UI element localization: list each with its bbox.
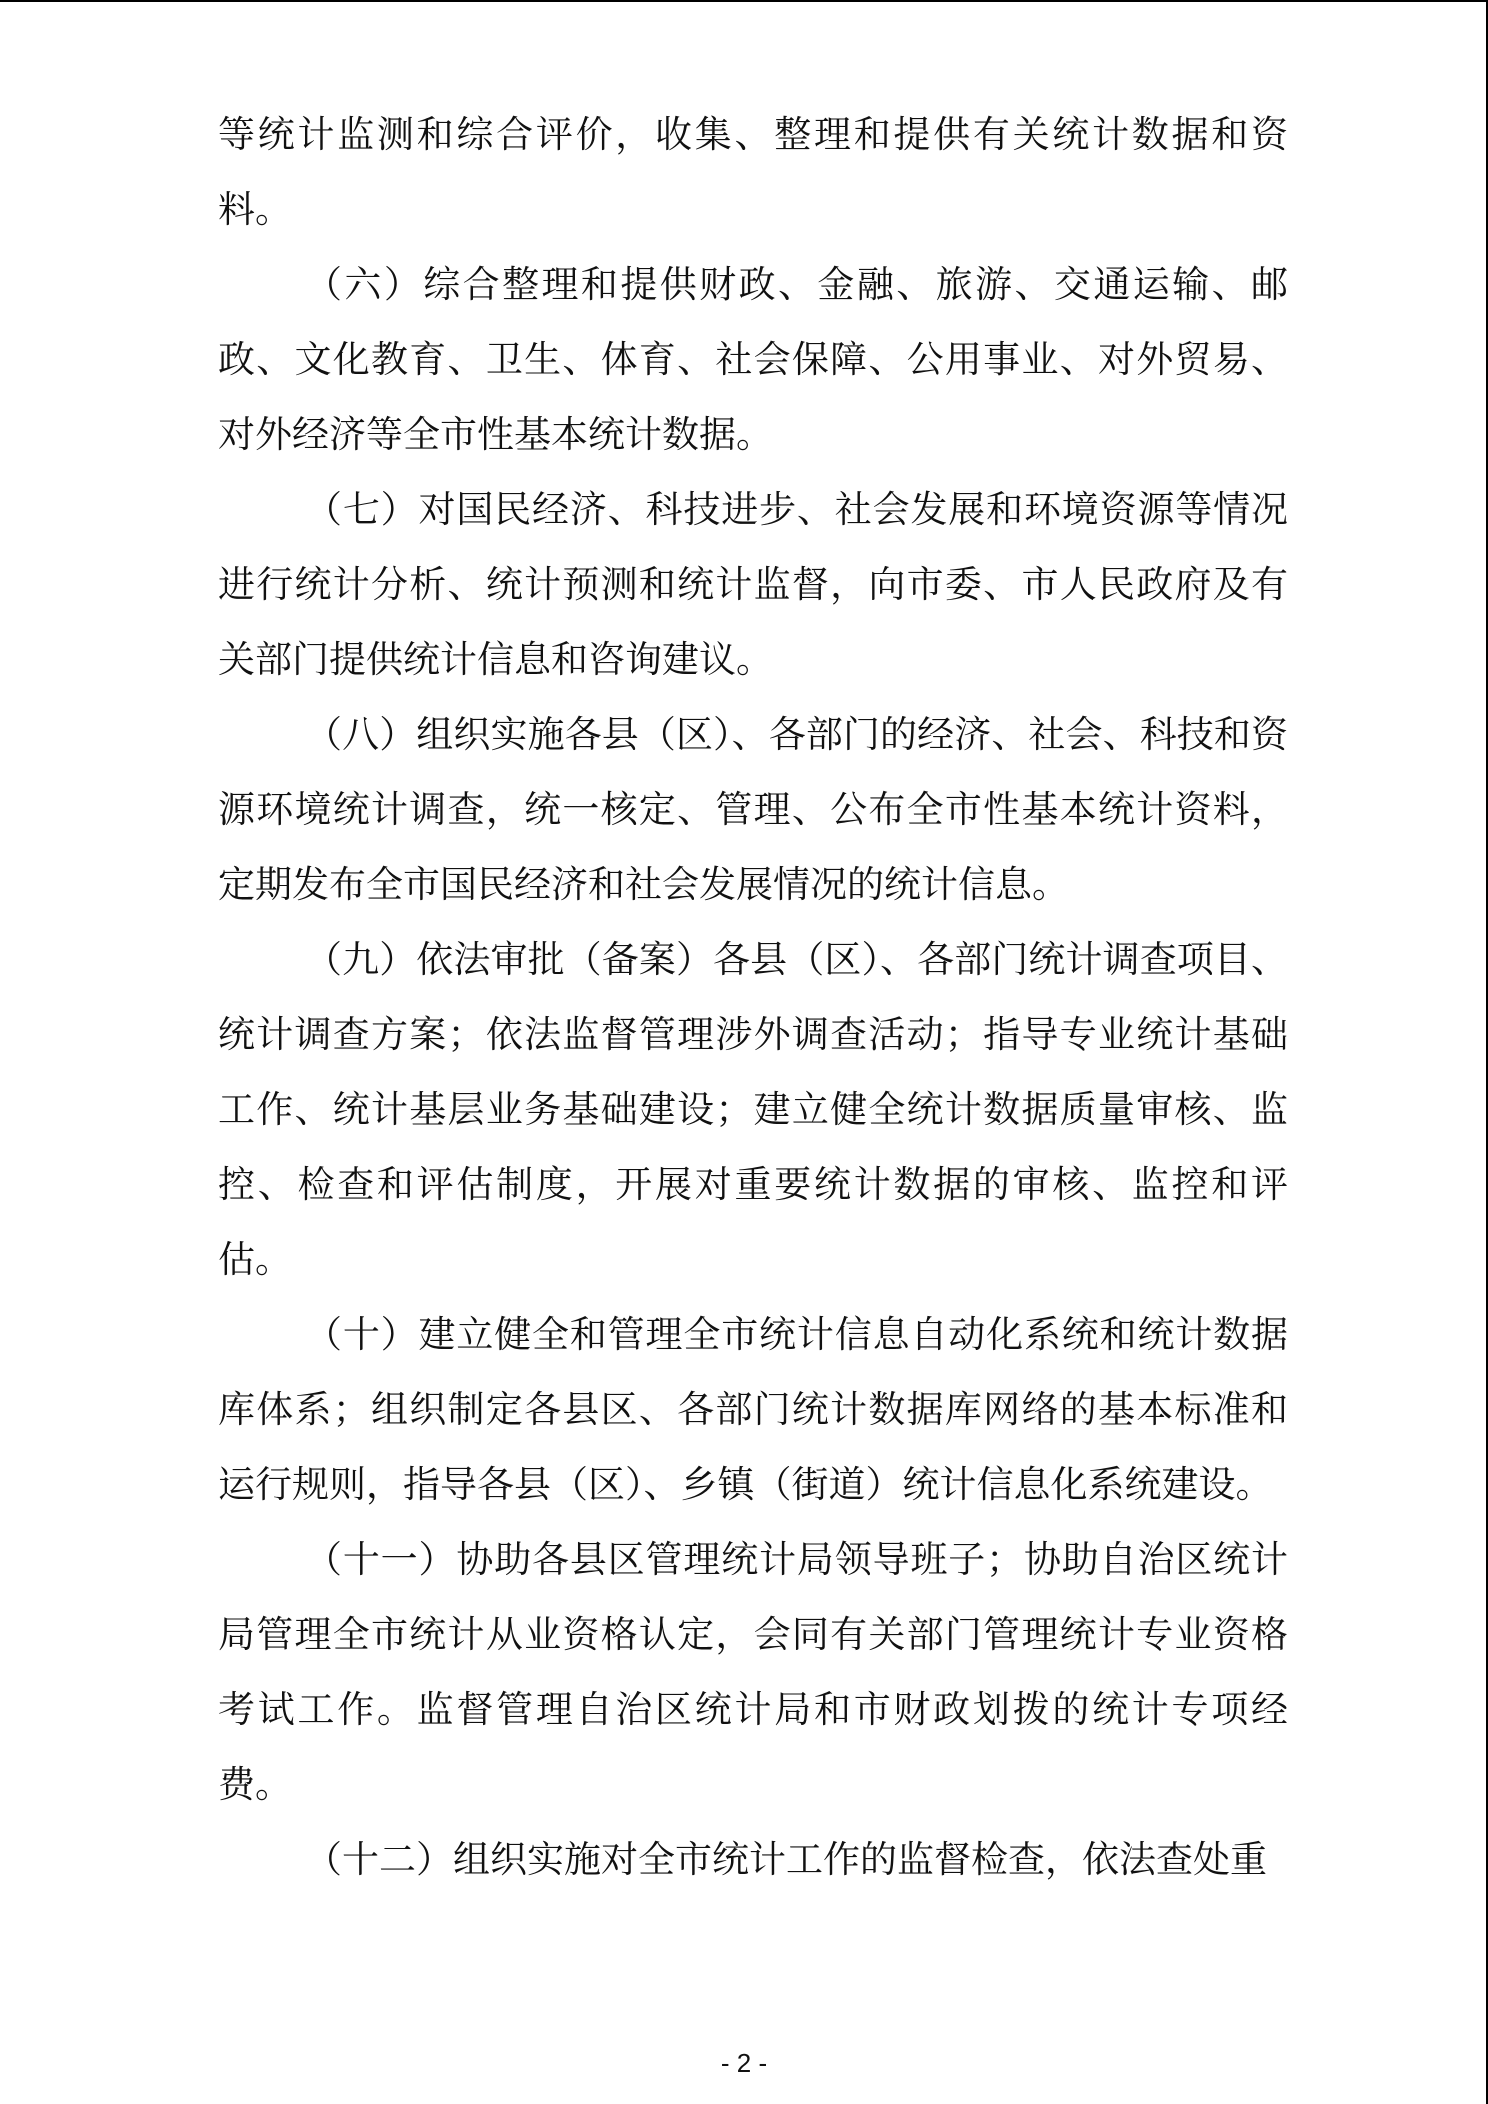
paragraph-item-12: （十二）组织实施对全市统计工作的监督检查，依法查处重 [305,1838,1267,1881]
paragraph-item-9: （九）依法审批（备案）各县（区）、各部门统计调查项目、统计调查方案；依法监督管理涉外调查活动；指导专业统计基础工作、统计基层业务基础建设；建立健全统计数据质量审核、监控、检查和评估制度，开展对重要统计数据的审核、监控和评估。 [218,938,1288,1281]
paragraph-item-10: （十）建立健全和管理全市统计信息自动化系统和统计数据库体系；组织制定各县区、各部门统计数据库网络的基本标准和运行规则，指导各县（区）、乡镇（街道）统计信息化系统建设。 [218,1313,1288,1506]
paragraph-item-7: （七）对国民经济、科技进步、社会发展和环境资源等情况进行统计分析、统计预测和统计监督，向市委、市人民政府及有关部门提供统计信息和咨询建议。 [218,488,1288,681]
paragraph-item-11: （十一）协助各县区管理统计局领导班子；协助自治区统计局管理全市统计从业资格认定，会同有关部门管理统计专业资格考试工作。监督管理自治区统计局和市财政划拨的统计专项经费。 [218,1538,1288,1806]
page-number: - 2 - [720,2048,768,2078]
document-body [218,97,1288,1897]
paragraph-item-6: （六）综合整理和提供财政、金融、旅游、交通运输、邮政、文化教育、卫生、体育、社会保障、公用事业、对外贸易、对外经济等全市性基本统计数据。 [218,263,1288,456]
paragraph-continuation: 等统计监测和综合评价，收集、整理和提供有关统计数据和资料。 [218,113,1288,231]
page-top-border [0,0,1488,2]
paragraph-item-8: （八）组织实施各县（区）、各部门的经济、社会、科技和资源环境统计调查，统一核定、管理、公布全市性基本统计资料，定期发布全市国民经济和社会发展情况的统计信息。 [218,713,1288,906]
